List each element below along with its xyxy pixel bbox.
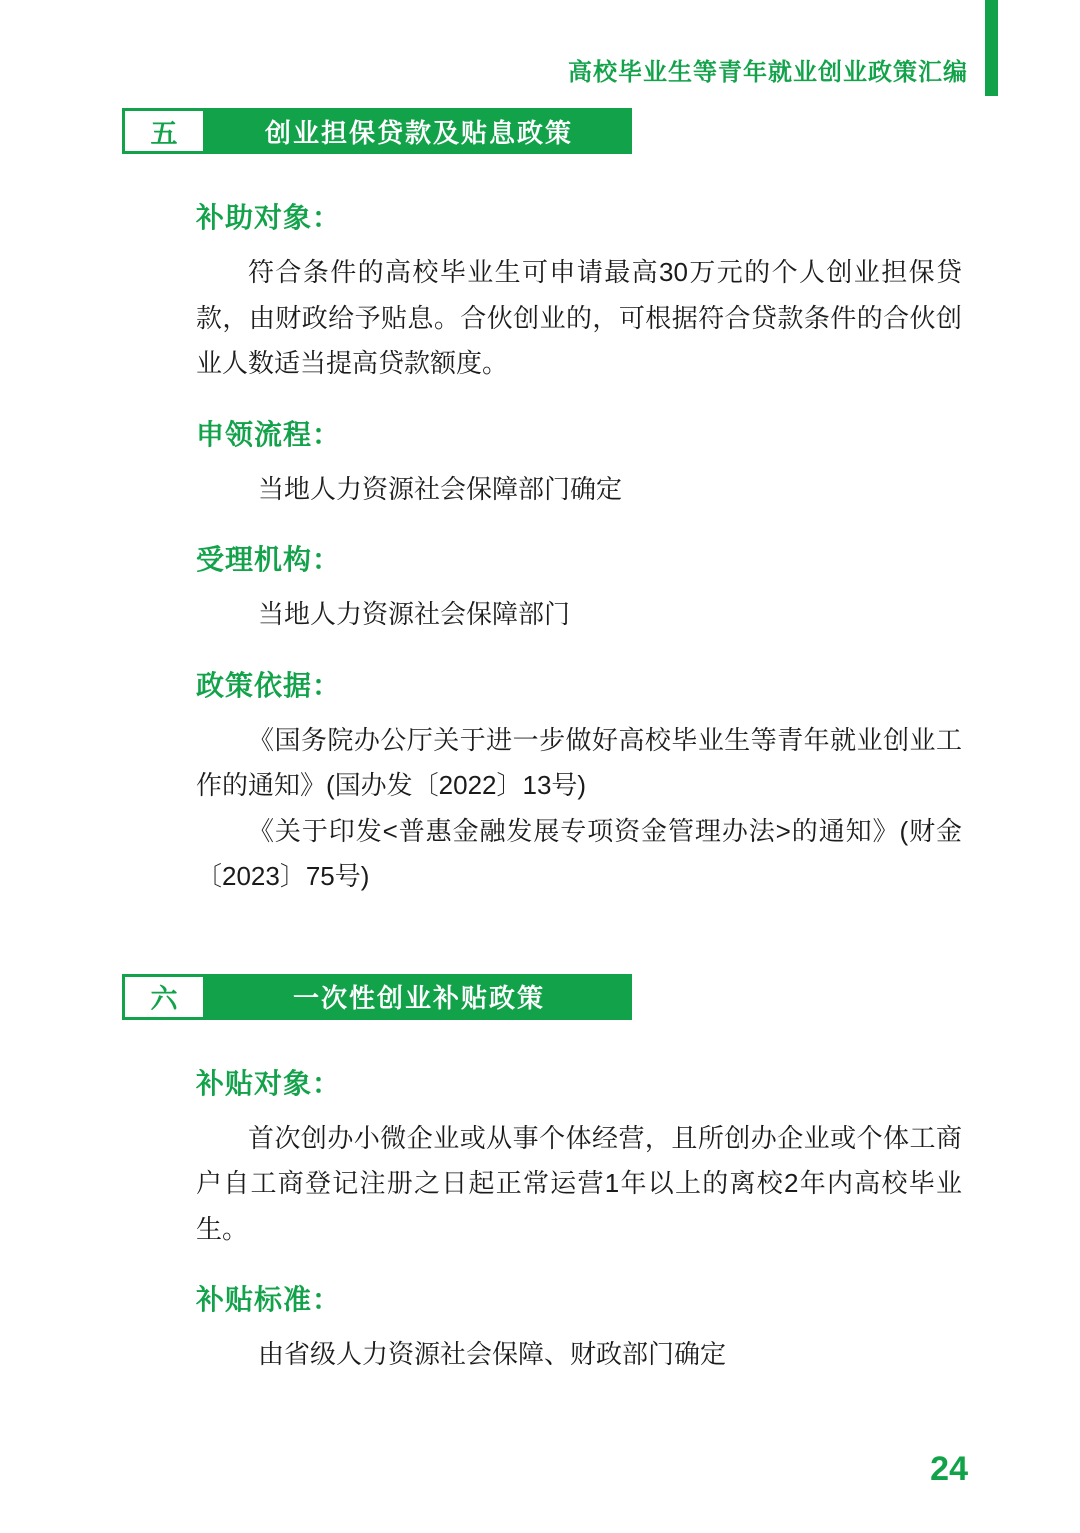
section-number-five: 五 <box>122 108 206 154</box>
section-title-six: 一次性创业补贴政策 <box>206 974 632 1020</box>
section-title-five: 创业担保贷款及贴息政策 <box>206 108 632 154</box>
field-text-allowance-standard: 由省级人力资源社会保障、财政部门确定 <box>258 1339 727 1369</box>
field-label-subsidy-target: 补助对象： <box>196 202 342 233</box>
section-heading-five <box>122 108 632 154</box>
field-text-handling-agency: 当地人力资源社会保障部门 <box>258 599 571 629</box>
page-header <box>0 0 1080 100</box>
field-label-policy-basis: 政策依据： <box>196 669 342 701</box>
section-heading-six <box>122 974 632 1020</box>
field-text-subsidy-target: 符合条件的高校毕业生可申请最高30万元的个人创业担保贷款，由财政给予贴息。合伙创业的，可根据符合贷款条件的合伙创业人数适当提高贷款额度。 <box>196 257 962 378</box>
field-label-handling-agency: 受理机构： <box>196 544 342 575</box>
section-number-six: 六 <box>122 974 206 1020</box>
page-number: 24 <box>930 1450 968 1488</box>
page-content <box>0 108 1080 1533</box>
header-accent-bar <box>985 0 998 96</box>
field-text-allowance-target: 首次创办小微企业或从事个体经营，且所创办企业或个体工商户自工商登记注册之日起正常运营1年以上的离校2年内高校毕业生。 <box>196 1122 962 1244</box>
field-label-allowance-target: 补贴对象： <box>196 1067 342 1099</box>
header-title: 高校毕业生等青年就业创业政策汇编 <box>568 59 968 86</box>
field-label-allowance-standard: 补贴标准： <box>196 1284 342 1315</box>
field-text-policy-basis-1: 《国务院办公厅关于进一步做好高校毕业生等青年就业创业工作的通知》(国办发〔2022〕13号) <box>196 724 962 800</box>
field-text-policy-basis-2: 《关于印发<普惠金融发展专项资金管理办法>的通知》(财金〔2023〕75号) <box>196 815 962 891</box>
field-label-application-process: 申领流程： <box>196 418 342 450</box>
field-text-application-process: 当地人力资源社会保障部门确定 <box>258 473 623 504</box>
